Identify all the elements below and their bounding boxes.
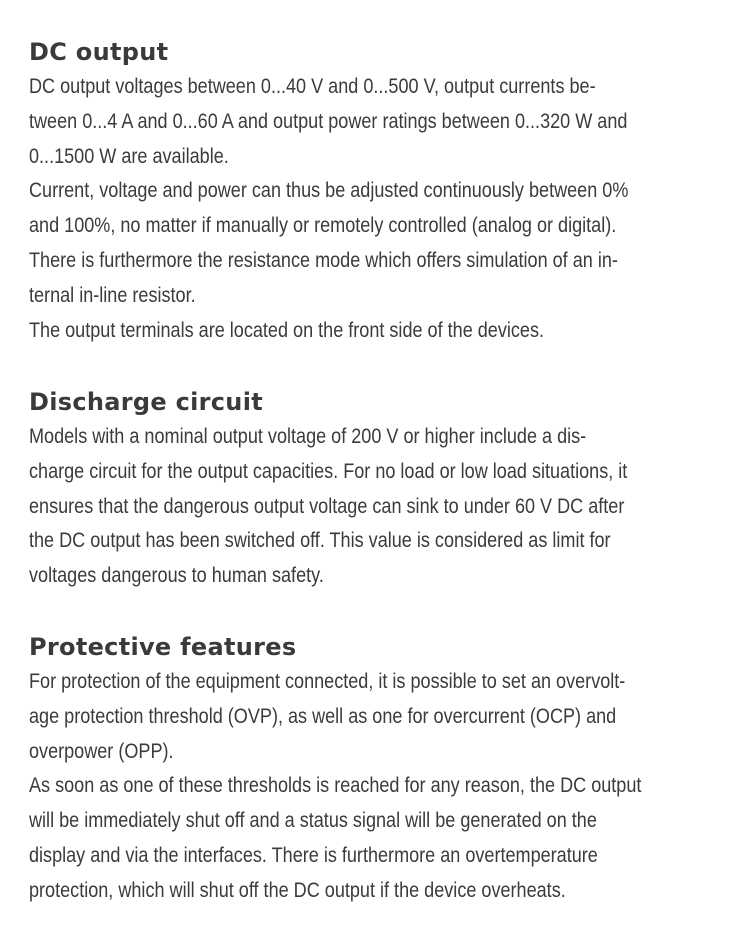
text-line: For protection of the equipment connected, it is possible to set an overvolt- (29, 670, 626, 693)
text-line: Current, voltage and power can thus be adjusted continuously between 0% (29, 179, 629, 203)
text-line: voltages dangerous to human safety. (29, 564, 324, 588)
section-protective-features (29, 633, 701, 909)
section-title: Protective features (29, 633, 297, 661)
section-body (29, 70, 701, 348)
text-line: There is furthermore the resistance mode which offers simulation of an in- (29, 248, 618, 272)
text-line: As soon as one of these thresholds is reached for any reason, the DC output (29, 774, 642, 798)
section-body (29, 665, 701, 909)
section-title: Discharge circuit (29, 388, 263, 416)
text-line: tween 0...4 A and 0...60 A and output power ratings between 0...320 W and (29, 109, 628, 133)
text-line: age protection threshold (OVP), as well as one for overcurrent (OCP) and (29, 704, 617, 728)
text-line: The output terminals are located on the front side of the devices. (29, 318, 545, 342)
section-body (29, 420, 701, 594)
text-line: charge circuit for the output capacities. For no load or low load situations, it (29, 459, 628, 483)
section-discharge-circuit (29, 388, 701, 594)
text-line: protection, which will shut off the DC output if the device overheats. (29, 878, 566, 902)
text-line: ternal in-line resistor. (29, 283, 196, 307)
section-dc-output (29, 38, 701, 348)
text-line: DC output voltages between 0...40 V and 0...500 V, output currents be- (29, 75, 596, 98)
text-line: ensures that the dangerous output voltage can sink to under 60 V DC after (29, 494, 625, 518)
text-line: Models with a nominal output voltage of 200 V or higher include a dis- (29, 425, 587, 448)
section-title: DC output (29, 38, 169, 66)
text-line: will be immediately shut off and a status signal will be generated on the (29, 809, 597, 833)
text-line: and 100%, no matter if manually or remotely controlled (analog or digital). (29, 214, 617, 238)
text-line: display and via the interfaces. There is furthermore an overtemperature (29, 843, 598, 867)
text-line: the DC output has been switched off. This value is considered as limit for (29, 529, 611, 553)
text-line: overpower (OPP). (29, 739, 174, 763)
text-line: 0...1500 W are available. (29, 144, 229, 168)
